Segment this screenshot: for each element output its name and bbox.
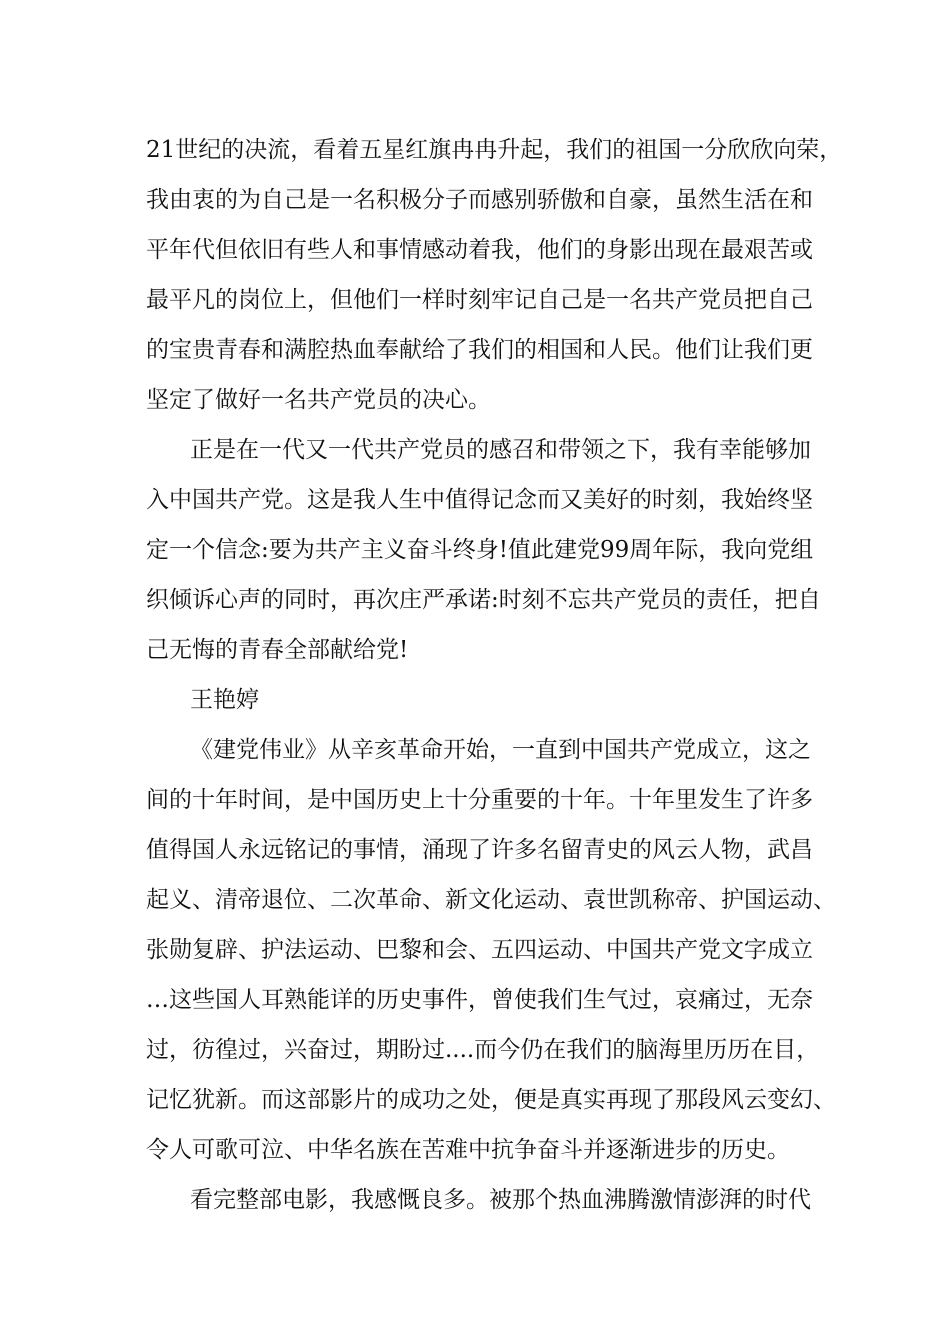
paragraph-line: 定一个信念:要为共产主义奋斗终身!值此建党99周年际，我向党组 <box>146 537 814 563</box>
paragraph-line: 坚定了做好一名共产党员的决心。 <box>146 387 491 413</box>
paragraph-line: 起义、清帝退位、二次革命、新文化运动、袁世凯称帝、护国运动、 <box>146 887 836 913</box>
paragraph-line: 平年代但依旧有些人和事情感动着我，他们的身影出现在最艰苦或 <box>146 237 813 263</box>
paragraph-line: 正是在一代又一代共产党员的感召和带领之下，我有幸能够加 <box>190 437 811 463</box>
paragraph-line: 织倾诉心声的同时，再次庄严承诺:时刻不忘共产党员的责任，把自 <box>146 587 821 613</box>
paragraph-line: 看完整部电影，我感慨良多。被那个热血沸腾激情澎湃的时代 <box>190 1187 811 1213</box>
paragraph-line: 最平凡的岗位上，但他们一样时刻牢记自己是一名共产党员把自己 <box>146 287 813 313</box>
paragraph-line: 入中国共产党。这是我人生中值得记念而又美好的时刻，我始终坚 <box>146 487 813 513</box>
paragraph-line: 《建党伟业》从辛亥革命开始，一直到中国共产党成立，这之 <box>190 737 811 763</box>
author-name: 王艳婷 <box>190 687 259 713</box>
paragraph-line: …这些国人耳熟能详的历史事件，曾使我们生气过，哀痛过，无奈 <box>146 987 813 1013</box>
paragraph-line: 间的十年时间，是中国历史上十分重要的十年。十年里发生了许多 <box>146 787 813 813</box>
paragraph-line: 张勋复辟、护法运动、巴黎和会、五四运动、中国共产党文字成立 <box>146 937 813 963</box>
paragraph-line: 的宝贵青春和满腔热血奉献给了我们的相国和人民。他们让我们更 <box>146 337 813 363</box>
paragraph-line: 记忆犹新。而这部影片的成功之处，便是真实再现了那段风云变幻、 <box>146 1087 836 1113</box>
paragraph-line: 值得国人永远铭记的事情，涌现了许多名留青史的风云人物，武昌 <box>146 837 813 863</box>
paragraph-line: 我由衷的为自己是一名积极分子而感别骄傲和自豪，虽然生活在和 <box>146 187 813 213</box>
paragraph-line: 21世纪的决流，看着五星红旗冉冉升起，我们的祖国一分欣欣向荣， <box>146 137 843 163</box>
paragraph-line: 令人可歌可泣、中华名族在苦难中抗争奋斗并逐渐进步的历史。 <box>146 1137 790 1163</box>
paragraph-line: 过，彷徨过，兴奋过，期盼过....而今仍在我们的脑海里历历在目， <box>146 1037 820 1063</box>
paragraph-line: 己无悔的青春全部献给党! <box>146 637 409 663</box>
